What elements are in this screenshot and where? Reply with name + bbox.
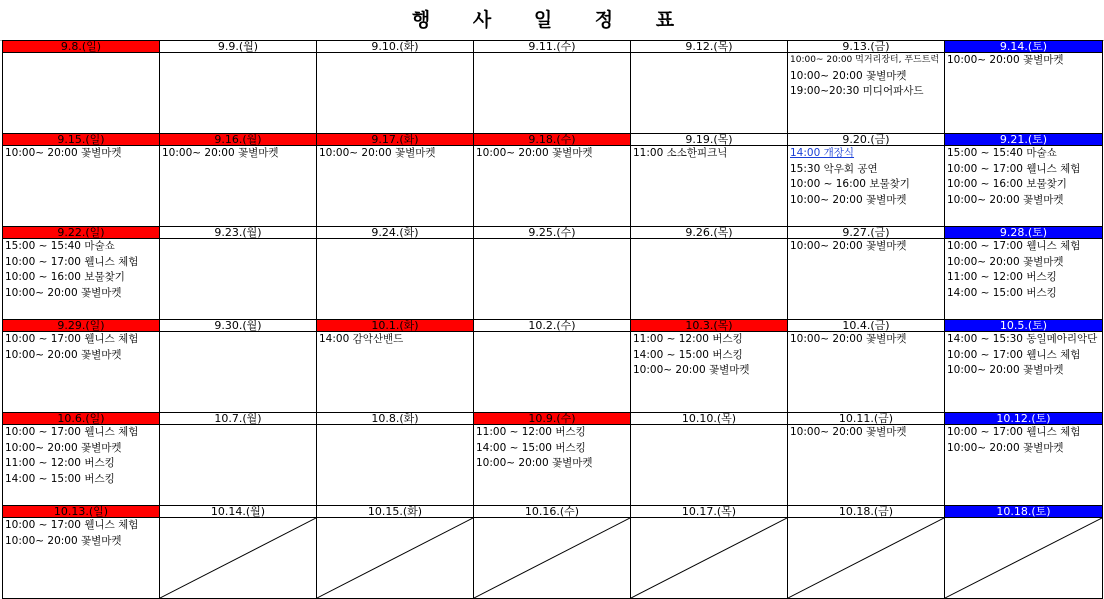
- week-header-row: [3, 506, 1103, 518]
- week-header-row: [3, 41, 1103, 53]
- event-list: [317, 53, 473, 133]
- slash-line: [474, 518, 630, 598]
- date-header-cell: [945, 413, 1103, 425]
- week-events-row: [3, 53, 1103, 134]
- date-header-cell: [317, 134, 474, 146]
- day-events-cell: [317, 146, 474, 227]
- date-label: 10.8.(화): [371, 413, 419, 424]
- event-item: 10:00~ 20:00 꽃별마켓: [633, 364, 750, 377]
- date-header-cell: [945, 320, 1103, 332]
- event-item: 10:00 ~ 16:00 보물찾기: [790, 178, 910, 191]
- day-events-cell: [474, 239, 631, 320]
- week-events-row: [3, 332, 1103, 413]
- event-item: 10:00 ~ 17:00 웰니스 체험: [947, 162, 1081, 175]
- date-label: 10.16.(수): [524, 506, 580, 517]
- date-label: 9.21.(토): [945, 134, 1102, 145]
- date-header-cell: [474, 413, 631, 425]
- day-events-cell: [160, 518, 317, 599]
- event-item: 11:00 소소한피크닉: [633, 147, 728, 159]
- event-list: [474, 518, 630, 598]
- date-label: 10.4.(금): [842, 320, 890, 331]
- date-label: 9.25.(수): [528, 227, 576, 238]
- event-list: [160, 53, 316, 133]
- date-header-cell: [945, 41, 1103, 53]
- event-list: [317, 239, 473, 319]
- date-label: 9.23.(월): [214, 227, 262, 238]
- event-list: [3, 518, 159, 598]
- date-label: 10.9.(수): [474, 413, 630, 424]
- date-label: 10.7.(월): [214, 413, 262, 424]
- day-events-cell: [788, 425, 945, 506]
- date-header-cell: [788, 506, 945, 518]
- no-event-slash: [317, 518, 473, 598]
- date-header-cell: [474, 320, 631, 332]
- day-events-cell: [474, 332, 631, 413]
- week-header-row: [3, 320, 1103, 332]
- date-label: 10.10.(목): [681, 413, 737, 424]
- event-list: [474, 425, 630, 505]
- week-header-row: [3, 134, 1103, 146]
- day-events-cell: [317, 518, 474, 599]
- date-header-cell: [788, 227, 945, 239]
- day-events-cell: [474, 518, 631, 599]
- date-label: 9.15.(일): [3, 134, 159, 145]
- day-events-cell: [160, 425, 317, 506]
- date-header-cell: [160, 413, 317, 425]
- date-header-cell: [631, 413, 788, 425]
- event-item: 10:00~ 20:00 꽃별마켓: [5, 147, 122, 159]
- day-events-cell: [160, 53, 317, 134]
- day-events-cell: [160, 239, 317, 320]
- event-list: [945, 239, 1102, 319]
- event-item: 14:00 감악산밴드: [319, 333, 404, 345]
- event-item: 10:00~ 20:00 꽃별마켓: [5, 441, 122, 454]
- date-header-cell: [3, 134, 160, 146]
- event-list: [317, 425, 473, 505]
- date-label: 9.12.(목): [685, 41, 733, 52]
- date-label: 9.24.(화): [371, 227, 419, 238]
- date-label: 10.1.(화): [317, 320, 473, 331]
- date-header-cell: [3, 413, 160, 425]
- date-header-cell: [945, 134, 1103, 146]
- week-header-row: [3, 413, 1103, 425]
- day-events-cell: [631, 425, 788, 506]
- day-events-cell: [3, 239, 160, 320]
- slash-line: [160, 518, 316, 598]
- event-list: [631, 518, 787, 598]
- event-item: 15:00 ~ 15:40 마술쇼: [5, 240, 115, 252]
- date-label: 10.6.(일): [3, 413, 159, 424]
- no-event-slash: [631, 518, 787, 598]
- date-label: 9.28.(토): [945, 227, 1102, 238]
- event-item: 10:00 ~ 16:00 보물찾기: [947, 178, 1067, 191]
- event-list: [160, 332, 316, 412]
- event-list: [945, 425, 1102, 505]
- event-list: [631, 146, 787, 226]
- event-item: 10:00~ 20:00 꽃별마켓: [5, 534, 122, 547]
- date-label: 9.14.(토): [945, 41, 1102, 52]
- event-list: [474, 53, 630, 133]
- page-title: 행 사 일 정 표: [0, 0, 1104, 41]
- date-label: 9.19.(목): [685, 134, 733, 145]
- event-item: 10:00~ 20:00 꽃별마켓: [476, 457, 593, 470]
- day-events-cell: [945, 425, 1103, 506]
- date-header-cell: [317, 41, 474, 53]
- date-label: 9.30.(월): [214, 320, 262, 331]
- event-item: 14:00 ~ 15:00 버스킹: [947, 286, 1057, 299]
- event-item: 10:00~ 20:00 꽃별마켓: [790, 333, 907, 345]
- slash-line: [317, 518, 473, 598]
- date-label: 10.2.(수): [528, 320, 576, 331]
- event-list: [788, 53, 944, 133]
- date-header-cell: [160, 41, 317, 53]
- date-header-cell: [317, 320, 474, 332]
- day-events-cell: [631, 332, 788, 413]
- date-header-cell: [788, 134, 945, 146]
- slash-line: [631, 518, 787, 598]
- week-events-row: [3, 518, 1103, 599]
- event-item: 10:00~ 20:00 꽃별마켓: [476, 147, 593, 159]
- event-item: 15:30 악우회 공연: [790, 162, 878, 175]
- event-item: 14:00 ~ 15:00 버스킹: [5, 472, 115, 485]
- event-list: [788, 518, 944, 598]
- day-events-cell: [631, 53, 788, 134]
- date-label: 10.15.(화): [367, 506, 423, 517]
- day-events-cell: [788, 518, 945, 599]
- day-events-cell: [631, 146, 788, 227]
- day-events-cell: [160, 146, 317, 227]
- event-list: [788, 239, 944, 319]
- day-events-cell: [317, 239, 474, 320]
- day-events-cell: [3, 332, 160, 413]
- event-item: 10:00~ 20:00 꽃별마켓: [790, 426, 907, 438]
- event-list: [160, 239, 316, 319]
- event-list: [474, 146, 630, 226]
- event-list: [3, 425, 159, 505]
- slash-line: [945, 518, 1102, 598]
- event-item: 14:00 ~ 15:00 버스킹: [633, 348, 743, 361]
- day-events-cell: [317, 425, 474, 506]
- day-events-cell: [788, 53, 945, 134]
- date-header-cell: [788, 320, 945, 332]
- day-events-cell: [945, 239, 1103, 320]
- date-label: 10.11.(금): [838, 413, 894, 424]
- event-item: 11:00 ~ 12:00 버스킹: [476, 426, 586, 438]
- event-list: [3, 146, 159, 226]
- event-item: 10:00~ 20:00 꽃별마켓: [947, 255, 1064, 268]
- date-label: 10.18.(토): [945, 506, 1102, 517]
- date-header-cell: [160, 506, 317, 518]
- date-header-cell: [3, 320, 160, 332]
- date-header-cell: [474, 506, 631, 518]
- event-item: 10:00 ~ 17:00 웰니스 체험: [5, 426, 139, 438]
- date-header-cell: [631, 134, 788, 146]
- event-item: 10:00~ 20:00 꽃별마켓: [947, 441, 1064, 454]
- date-label: 9.27.(금): [842, 227, 890, 238]
- event-list: [945, 146, 1102, 226]
- event-list: [317, 332, 473, 412]
- day-events-cell: [160, 332, 317, 413]
- day-events-cell: [788, 239, 945, 320]
- event-item: 11:00 ~ 12:00 버스킹: [5, 457, 115, 470]
- date-label: 9.9.(월): [217, 41, 259, 52]
- event-list: [945, 518, 1102, 598]
- date-header-cell: [631, 41, 788, 53]
- date-header-cell: [160, 134, 317, 146]
- event-item: 10:00~ 20:00 꽃별마켓: [790, 240, 907, 252]
- day-events-cell: [788, 146, 945, 227]
- event-item: 11:00 ~ 12:00 버스킹: [947, 271, 1057, 284]
- day-events-cell: [3, 146, 160, 227]
- date-label: 9.29.(일): [3, 320, 159, 331]
- event-item: 10:00 ~ 17:00 웰니스 체험: [947, 348, 1081, 361]
- day-events-cell: [631, 518, 788, 599]
- date-header-cell: [3, 41, 160, 53]
- event-item: 10:00~ 20:00 꽃별마켓: [5, 348, 122, 361]
- event-list: [788, 332, 944, 412]
- date-label: 10.18.(금): [838, 506, 894, 517]
- event-item: 10:00 ~ 17:00 웰니스 체험: [5, 333, 139, 345]
- day-events-cell: [317, 53, 474, 134]
- event-list: [317, 518, 473, 598]
- event-item: 11:00 ~ 12:00 버스킹: [633, 333, 743, 345]
- date-label: 9.18.(수): [474, 134, 630, 145]
- date-label: 10.3.(목): [631, 320, 787, 331]
- event-item: 15:00 ~ 15:40 마술쇼: [947, 147, 1057, 159]
- no-event-slash: [788, 518, 944, 598]
- event-item: 10:00 ~ 17:00 웰니스 체험: [5, 255, 139, 268]
- event-item: 10:00~ 20:00 꽃별마켓: [319, 147, 436, 159]
- date-header-cell: [474, 134, 631, 146]
- week-events-row: [3, 425, 1103, 506]
- event-list: [3, 332, 159, 412]
- date-label: 9.17.(화): [317, 134, 473, 145]
- date-label: 9.11.(수): [528, 41, 576, 52]
- event-item: 10:00 ~ 17:00 웰니스 체험: [947, 426, 1081, 438]
- slash-line: [788, 518, 944, 598]
- date-label: 9.22.(일): [3, 227, 159, 238]
- date-header-cell: [160, 227, 317, 239]
- date-header-cell: [631, 227, 788, 239]
- event-item: 19:00~20:30 미디어파사드: [790, 85, 924, 98]
- date-label: 10.5.(토): [945, 320, 1102, 331]
- day-events-cell: [945, 53, 1103, 134]
- event-link[interactable]: 14:00 개장식: [790, 147, 855, 159]
- event-item: 10:00~ 20:00 꽃별마켓: [5, 286, 122, 299]
- date-label: 9.16.(월): [160, 134, 316, 145]
- date-label: 9.13.(금): [842, 41, 890, 52]
- event-list: [160, 146, 316, 226]
- date-label: 9.26.(목): [685, 227, 733, 238]
- week-header-row: [3, 227, 1103, 239]
- date-header-cell: [474, 227, 631, 239]
- day-events-cell: [317, 332, 474, 413]
- date-header-cell: [474, 41, 631, 53]
- event-item: 10:00~ 20:00 꽃별마켓: [790, 69, 907, 82]
- day-events-cell: [945, 146, 1103, 227]
- calendar-grid: [2, 40, 1103, 599]
- date-header-cell: [945, 506, 1103, 518]
- date-label: 10.14.(월): [210, 506, 266, 517]
- week-events-row: [3, 239, 1103, 320]
- day-events-cell: [3, 53, 160, 134]
- event-item: 10:00~ 20:00 먹거리장터, 푸드트럭: [790, 55, 940, 65]
- event-list: [3, 239, 159, 319]
- no-event-slash: [474, 518, 630, 598]
- date-label: 10.12.(토): [945, 413, 1102, 424]
- event-list: [474, 239, 630, 319]
- day-events-cell: [474, 425, 631, 506]
- date-header-cell: [631, 320, 788, 332]
- event-item: 14:00 ~ 15:30 동일메아리악단: [947, 333, 1098, 345]
- day-events-cell: [3, 425, 160, 506]
- event-list: [631, 332, 787, 412]
- date-header-cell: [788, 413, 945, 425]
- day-events-cell: [3, 518, 160, 599]
- date-header-cell: [317, 227, 474, 239]
- date-label: 9.8.(일): [3, 41, 159, 52]
- date-header-cell: [945, 227, 1103, 239]
- date-header-cell: [317, 506, 474, 518]
- date-header-cell: [631, 506, 788, 518]
- date-header-cell: [3, 227, 160, 239]
- date-header-cell: [3, 506, 160, 518]
- no-event-slash: [160, 518, 316, 598]
- event-list: [945, 332, 1102, 412]
- event-list: [631, 425, 787, 505]
- date-header-cell: [160, 320, 317, 332]
- week-events-row: [3, 146, 1103, 227]
- event-list: [788, 146, 944, 226]
- event-item: 10:00 ~ 17:00 웰니스 체험: [947, 240, 1081, 252]
- event-list: [160, 518, 316, 598]
- day-events-cell: [945, 518, 1103, 599]
- no-event-slash: [945, 518, 1102, 598]
- event-item: 10:00 ~ 17:00 웰니스 체험: [5, 519, 139, 531]
- date-header-cell: [317, 413, 474, 425]
- day-events-cell: [631, 239, 788, 320]
- day-events-cell: [788, 332, 945, 413]
- event-list: [160, 425, 316, 505]
- event-item: 10:00~ 20:00 꽃별마켓: [947, 54, 1064, 66]
- event-list: [474, 332, 630, 412]
- event-list: [631, 53, 787, 133]
- event-item: 14:00 ~ 15:00 버스킹: [476, 441, 586, 454]
- event-item: 10:00~ 20:00 꽃별마켓: [947, 364, 1064, 377]
- event-item: 10:00 ~ 16:00 보물찾기: [5, 271, 125, 284]
- day-events-cell: [474, 53, 631, 134]
- event-item: 10:00~ 20:00 꽃별마켓: [790, 193, 907, 206]
- event-item: 10:00~ 20:00 꽃별마켓: [947, 193, 1064, 206]
- event-list: [788, 425, 944, 505]
- event-list: [945, 53, 1102, 133]
- date-header-cell: [788, 41, 945, 53]
- day-events-cell: [945, 332, 1103, 413]
- event-list: [631, 239, 787, 319]
- date-label: 10.13.(일): [3, 506, 159, 517]
- event-list: [3, 53, 159, 133]
- date-label: 9.20.(금): [842, 134, 890, 145]
- event-list: [317, 146, 473, 226]
- day-events-cell: [474, 146, 631, 227]
- date-label: 10.17.(목): [681, 506, 737, 517]
- date-label: 9.10.(화): [371, 41, 419, 52]
- event-item: 10:00~ 20:00 꽃별마켓: [162, 147, 279, 159]
